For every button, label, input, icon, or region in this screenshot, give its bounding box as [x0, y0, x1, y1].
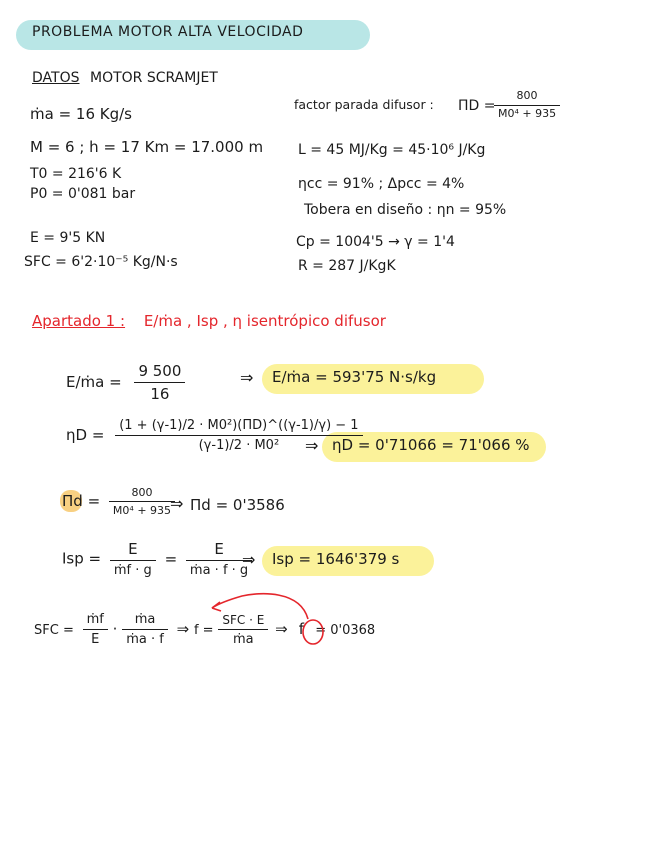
eq2-arrow: ⇒ [305, 436, 319, 455]
eq5-dot: · [112, 620, 118, 638]
eq5-f3-den: ṁa [233, 631, 254, 647]
factor-lhs: ΠD = [458, 98, 496, 114]
eq5-arrow-1: ⇒ [176, 620, 190, 638]
eq3-arrow: ⇒ [170, 494, 184, 513]
link-arrow-icon [212, 594, 308, 619]
eq5-f2-den: ṁa · f [126, 632, 164, 647]
eq5-result: = 0'0368 [315, 623, 376, 638]
data-gas-constant: R = 287 J/KgK [298, 258, 396, 274]
circle-f-icon [303, 620, 323, 644]
factor-den: M0⁴ + 935 [498, 106, 557, 120]
datos-label: DATOS [32, 70, 80, 86]
eq5-f1-num: ṁf [83, 612, 108, 630]
eq4-f1-num: E [110, 540, 156, 561]
eq1-result: E/ṁa = 593'75 N·s/kg [272, 368, 437, 386]
eq4-f2-num: E [186, 540, 252, 561]
eq5-f1-den: E [91, 632, 100, 647]
eq4-arrow: ⇒ [242, 550, 256, 569]
eq3-lhs: Πd = [62, 492, 101, 510]
eq2-result: ηD = 0'71066 = 71'066 % [332, 436, 530, 454]
eq5-lhs: SFC = [34, 623, 74, 638]
eq5-f-equals: f = [193, 623, 214, 638]
eq5-f3-num: SFC · E [218, 613, 268, 630]
data-cp: Cp = 1004'5 → γ = 1'4 [296, 234, 455, 250]
eq2-lhs: ηD = [66, 426, 105, 444]
factor-num: 800 [494, 90, 560, 106]
eq3-result: Πd = 0'3586 [190, 496, 285, 514]
eq4-result: Isp = 1646'379 s [272, 550, 400, 568]
eq4-lhs: Isp = [62, 549, 102, 568]
datos-subtitle: MOTOR SCRAMJET [90, 70, 218, 86]
data-p0: P0 = 0'081 bar [30, 186, 136, 202]
eq5-f2-num: ṁa [122, 612, 168, 630]
eq3-den: M0⁴ + 935 [112, 504, 172, 517]
eq4-f2-den: ṁa · f · g [189, 563, 249, 578]
eq1-num: 9 500 [134, 362, 185, 383]
data-t0: T0 = 216'6 K [30, 166, 122, 182]
eq2-den: (γ-1)/2 · M0² [198, 438, 280, 453]
data-mass-flow: ṁa = 16 Kg/s [30, 105, 132, 123]
factor-label: factor parada difusor : [294, 97, 434, 112]
data-combustion: ηcc = 91% ; Δpcc = 4% [298, 176, 465, 192]
data-heating-value: L = 45 MJ/Kg = 45·10⁶ J/Kg [298, 142, 486, 158]
eq3-num: 800 [109, 486, 175, 502]
section-title: Apartado 1 : [32, 312, 126, 330]
eq4-equals: = [164, 549, 178, 568]
section-items: E/ṁa , Isp , η isentrópico difusor [143, 312, 386, 330]
eq5-f-symbol: f [298, 620, 305, 638]
eq1-lhs: E/ṁa = [66, 373, 122, 391]
eq2-num: (1 + (γ-1)/2 · M0²)(ΠD)^((γ-1)/γ) − 1 [115, 418, 362, 436]
eq5-arrow-2: ⇒ [275, 620, 288, 638]
data-nozzle: Tobera en diseño : ηn = 95% [304, 202, 507, 218]
data-mach-altitude: M = 6 ; h = 17 Km = 17.000 m [30, 138, 264, 156]
eq4-f1-den: ṁf · g [113, 563, 152, 578]
data-sfc: SFC = 6'2·10⁻⁵ Kg/N·s [24, 254, 178, 270]
page-title: PROBLEMA MOTOR ALTA VELOCIDAD [32, 24, 304, 40]
data-thrust: E = 9'5 KN [30, 230, 106, 246]
eq1-arrow: ⇒ [240, 368, 254, 387]
eq1-den: 16 [150, 385, 170, 403]
